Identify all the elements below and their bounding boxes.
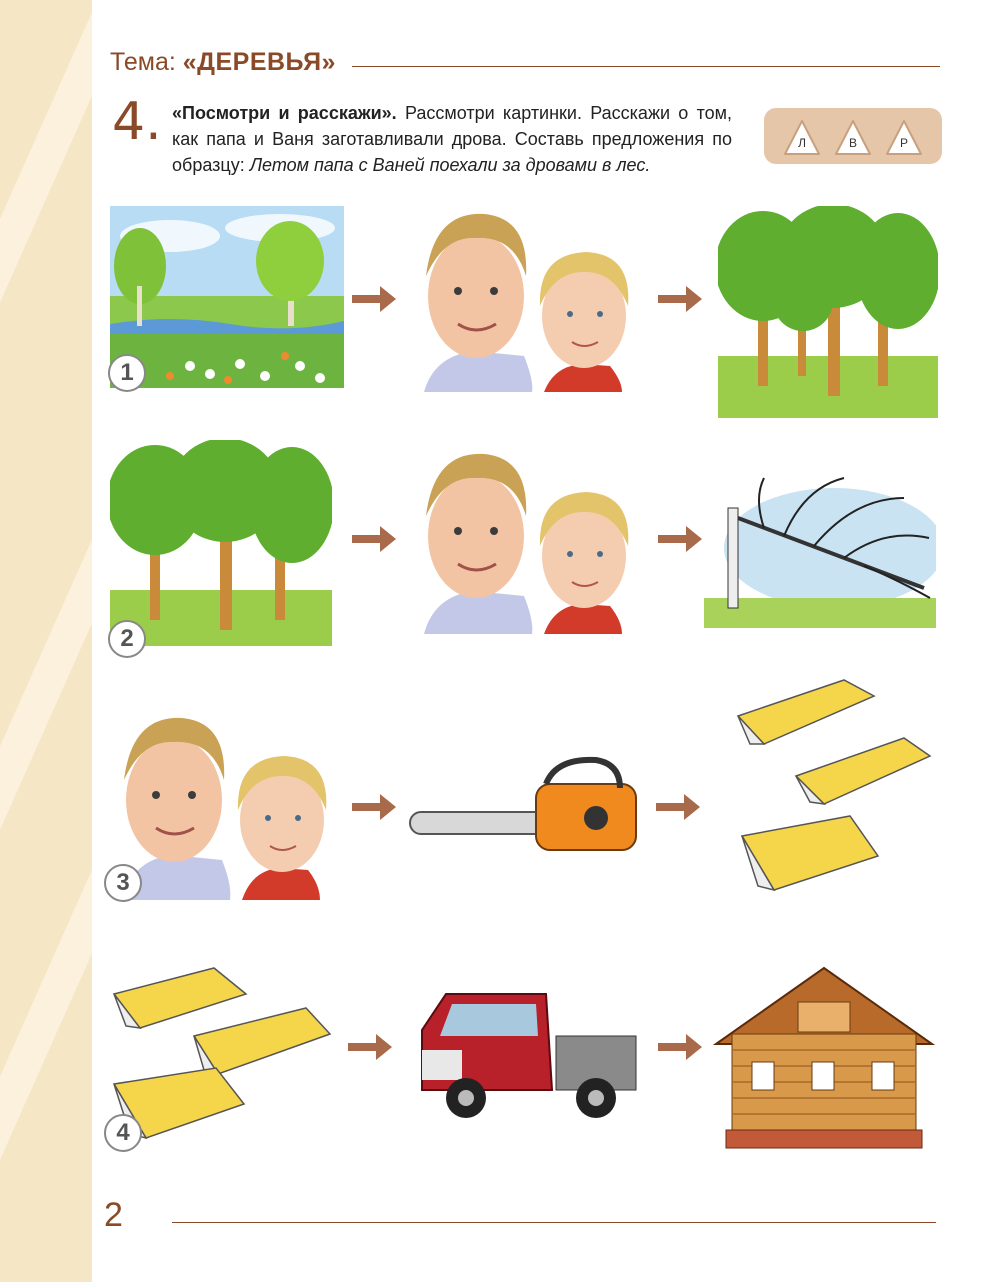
wooden-house-image bbox=[712, 954, 936, 1150]
summer-meadow-image bbox=[110, 206, 344, 388]
arrow-right-icon bbox=[656, 1032, 704, 1062]
chainsaw-image bbox=[406, 754, 650, 860]
father-and-son-image bbox=[414, 446, 636, 634]
forest-image bbox=[718, 206, 938, 418]
father-and-son-image bbox=[112, 710, 334, 900]
task-instruction bbox=[172, 100, 732, 178]
step-marker-1: 1 bbox=[108, 354, 146, 392]
task-number: 4. bbox=[112, 92, 162, 152]
task-lead: «Посмотри и расскажи». bbox=[172, 103, 397, 123]
decorative-margin bbox=[0, 0, 92, 1282]
step-marker-3: 3 bbox=[104, 864, 142, 902]
father-and-son-image bbox=[414, 206, 636, 392]
task-example: Летом папа с Ваней поехали за дровами в лес. bbox=[249, 155, 651, 175]
firewood-logs-image bbox=[110, 964, 334, 1142]
firewood-logs-image bbox=[734, 676, 934, 896]
badge-triangle-l: Л bbox=[782, 118, 822, 158]
footer-divider bbox=[172, 1222, 936, 1223]
truck-image bbox=[416, 990, 640, 1128]
skills-badge bbox=[764, 108, 942, 164]
forest-image bbox=[110, 440, 332, 646]
step-marker-2: 2 bbox=[108, 620, 146, 658]
badge-triangle-v: В bbox=[833, 118, 873, 158]
arrow-right-icon bbox=[346, 1032, 394, 1062]
task-body: Рассмотри картинки. Расскажи о том, как папа и Ваня заготавливали дрова. Составь предложения по образцу: bbox=[172, 103, 732, 175]
arrow-right-icon bbox=[350, 524, 398, 554]
title-divider bbox=[352, 66, 940, 67]
fallen-tree-image bbox=[704, 468, 936, 628]
arrow-right-icon bbox=[350, 792, 398, 822]
arrow-right-icon bbox=[654, 792, 702, 822]
arrow-right-icon bbox=[656, 524, 704, 554]
step-marker-4: 4 bbox=[104, 1114, 142, 1152]
arrow-right-icon bbox=[350, 284, 398, 314]
arrow-right-icon bbox=[656, 284, 704, 314]
badge-triangle-r: Р bbox=[884, 118, 924, 158]
page-title: Тема: «ДЕРЕВЬЯ» bbox=[110, 48, 336, 76]
page-number: 2 bbox=[104, 1196, 123, 1234]
